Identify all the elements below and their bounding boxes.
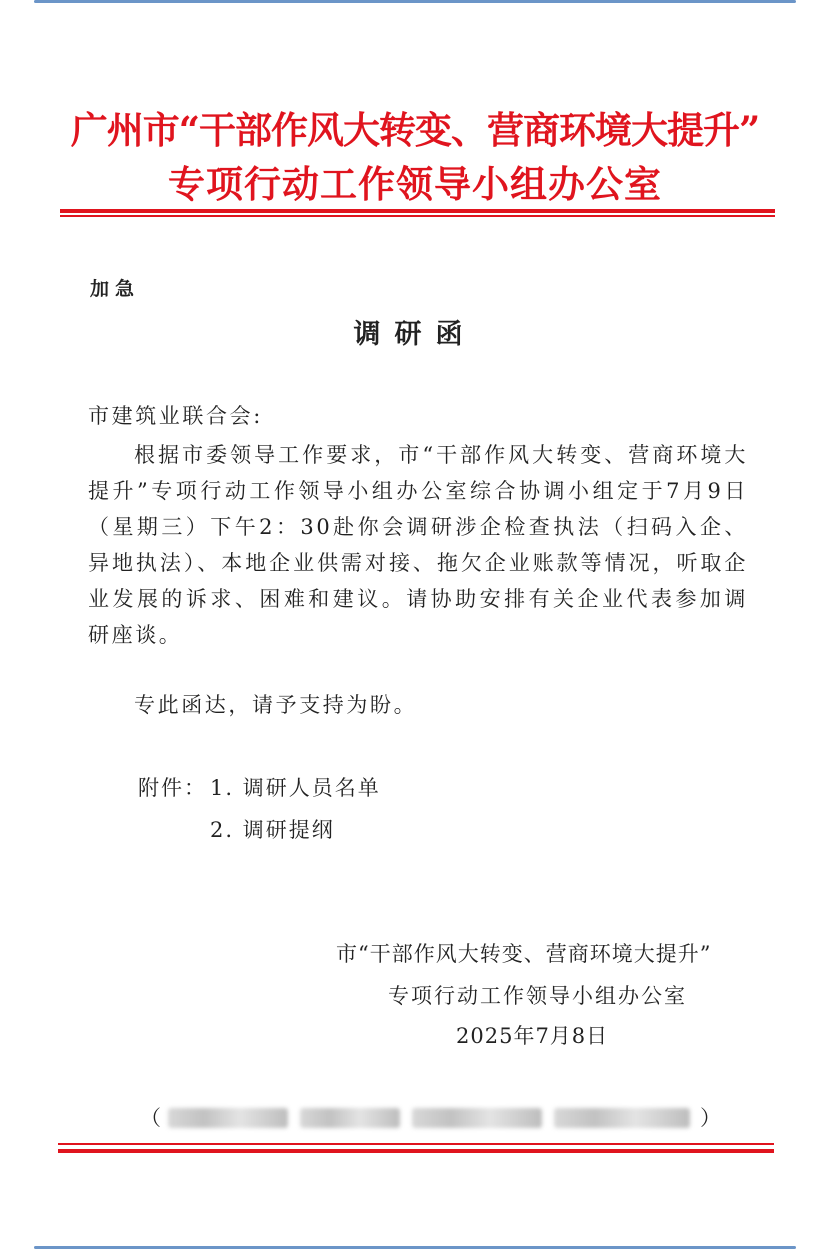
footer-red-rule-thick <box>58 1149 774 1153</box>
footer-red-rule-thin <box>58 1143 774 1145</box>
contact-close-paren: ） <box>700 1106 721 1130</box>
closing-sentence: 专此函达，请予支持为盼。 <box>134 693 418 717</box>
signature-date: 2025年7月8日 <box>456 1024 609 1048</box>
letterhead-red-rule-thin <box>60 215 775 217</box>
attachment-item: 2. 调研提纲 <box>210 818 335 842</box>
contact-line-redacted <box>140 1100 720 1136</box>
attachments-label: 附件： <box>138 776 207 800</box>
priority-label: 加急 <box>90 278 141 300</box>
top-border-line <box>34 0 796 3</box>
letterhead-red-rule-thick <box>60 209 775 213</box>
document-title: 调研函 <box>353 319 477 350</box>
redacted-block <box>554 1108 690 1128</box>
redacted-block <box>168 1108 288 1128</box>
attachment-item: 1. 调研人员名单 <box>210 776 381 800</box>
letterhead-title-line1: 广州市“干部作风大转变、营商环境大提升” <box>70 108 760 152</box>
contact-open-paren: （ <box>140 1106 161 1130</box>
salutation: 市建筑业联合会: <box>88 404 263 428</box>
signature-org-line2: 专项行动工作领导小组办公室 <box>388 984 687 1008</box>
body-paragraph: 根据市委领导工作要求，市“干部作风大转变、营商环境大提升”专项行动工作领导小组办公室综合协调小组定于7月9日（星期三）下午2：30赴你会调研涉企检查执法（扫码入企、异地执法）、本地企业供需对接、拖欠企业账款等情况，听取企业发展的诉求、困难和建议。请协助安排有关企业代表参加调研座谈。 <box>88 443 748 647</box>
bottom-border-line <box>34 1246 796 1249</box>
redacted-block <box>300 1108 400 1128</box>
letterhead-title-line2: 专项行动工作领导小组办公室 <box>168 162 662 206</box>
signature-org-line1: 市“干部作风大转变、营商环境大提升” <box>336 942 712 966</box>
redacted-block <box>412 1108 542 1128</box>
